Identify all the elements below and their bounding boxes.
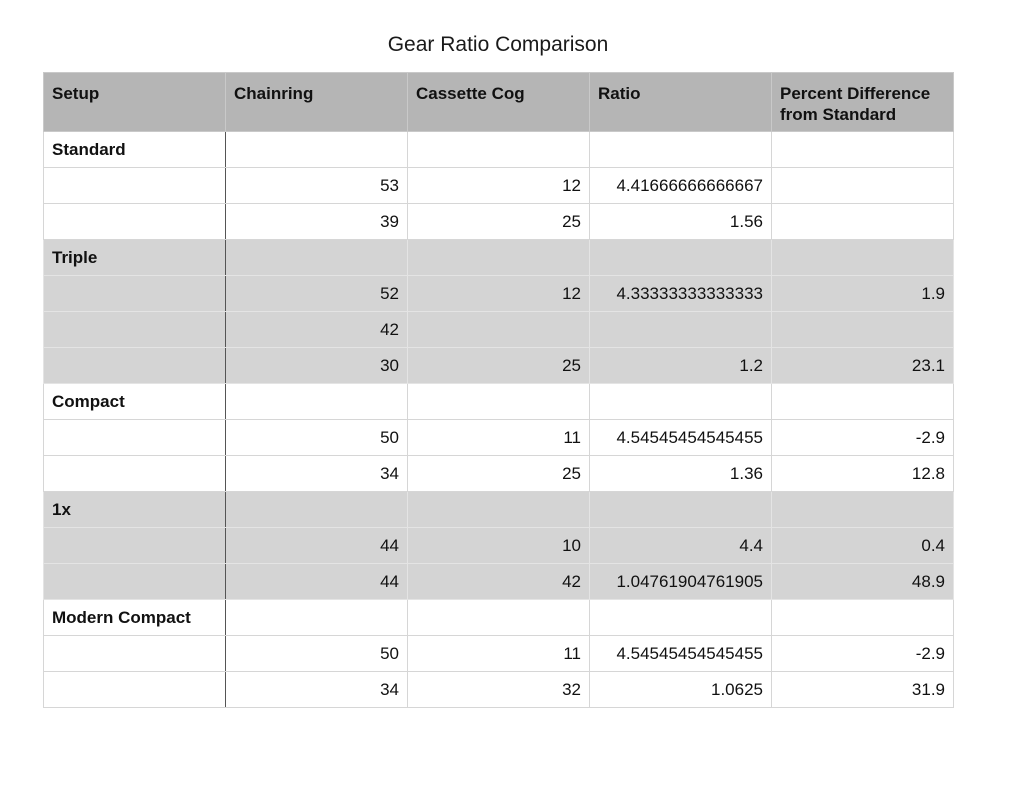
diff-cell: 23.1 (772, 348, 954, 384)
empty-cell (590, 240, 772, 276)
diff-cell: -2.9 (772, 636, 954, 672)
empty-cell (408, 492, 590, 528)
cog-cell: 25 (408, 348, 590, 384)
diff-cell: 48.9 (772, 564, 954, 600)
empty-cell (772, 600, 954, 636)
empty-cell (44, 672, 226, 708)
ratio-cell (590, 312, 772, 348)
group-row-triple (44, 240, 954, 276)
table-row (44, 672, 954, 708)
empty-cell (590, 384, 772, 420)
chainring-cell: 50 (226, 636, 408, 672)
header-setup: Setup (44, 73, 226, 132)
table-row (44, 564, 954, 600)
ratio-cell: 1.04761904761905 (590, 564, 772, 600)
cog-cell: 25 (408, 456, 590, 492)
header-ratio: Ratio (590, 73, 772, 132)
empty-cell (408, 240, 590, 276)
chainring-cell: 53 (226, 168, 408, 204)
chainring-cell: 44 (226, 564, 408, 600)
empty-cell (590, 132, 772, 168)
empty-cell (226, 132, 408, 168)
table-row (44, 348, 954, 384)
ratio-cell: 1.2 (590, 348, 772, 384)
ratio-cell: 1.56 (590, 204, 772, 240)
empty-cell (44, 420, 226, 456)
ratio-cell: 4.33333333333333 (590, 276, 772, 312)
chainring-cell: 30 (226, 348, 408, 384)
cog-cell: 25 (408, 204, 590, 240)
cog-cell: 12 (408, 168, 590, 204)
ratio-cell: 4.41666666666667 (590, 168, 772, 204)
chainring-cell: 44 (226, 528, 408, 564)
empty-cell (408, 384, 590, 420)
empty-cell (44, 168, 226, 204)
ratio-cell: 1.36 (590, 456, 772, 492)
chainring-cell: 50 (226, 420, 408, 456)
empty-cell (772, 132, 954, 168)
group-label: Compact (44, 384, 226, 420)
chainring-cell: 34 (226, 456, 408, 492)
table-row (44, 204, 954, 240)
diff-cell: 12.8 (772, 456, 954, 492)
header-row (44, 73, 954, 132)
empty-cell (226, 600, 408, 636)
empty-cell (44, 564, 226, 600)
diff-cell: -2.9 (772, 420, 954, 456)
diff-cell: 1.9 (772, 276, 954, 312)
empty-cell (44, 204, 226, 240)
group-row-compact (44, 384, 954, 420)
empty-cell (226, 384, 408, 420)
empty-cell (772, 240, 954, 276)
ratio-cell: 1.0625 (590, 672, 772, 708)
chainring-cell: 39 (226, 204, 408, 240)
empty-cell (590, 600, 772, 636)
empty-cell (772, 492, 954, 528)
table-row (44, 528, 954, 564)
empty-cell (44, 528, 226, 564)
header-percent-difference: Percent Difference from Standard (772, 73, 954, 132)
table-row (44, 636, 954, 672)
table-row (44, 168, 954, 204)
empty-cell (226, 492, 408, 528)
empty-cell (44, 456, 226, 492)
diff-cell: 0.4 (772, 528, 954, 564)
diff-cell (772, 204, 954, 240)
diff-cell (772, 168, 954, 204)
group-row-standard (44, 132, 954, 168)
empty-cell (44, 636, 226, 672)
cog-cell: 10 (408, 528, 590, 564)
group-label: Triple (44, 240, 226, 276)
gear-ratio-table (43, 72, 954, 708)
cog-cell: 32 (408, 672, 590, 708)
diff-cell: 31.9 (772, 672, 954, 708)
empty-cell (408, 132, 590, 168)
chainring-cell: 42 (226, 312, 408, 348)
cog-cell: 11 (408, 420, 590, 456)
chainring-cell: 34 (226, 672, 408, 708)
empty-cell (590, 492, 772, 528)
group-label: Standard (44, 132, 226, 168)
group-row-modern-compact (44, 600, 954, 636)
diff-cell (772, 312, 954, 348)
empty-cell (44, 312, 226, 348)
chainring-cell: 52 (226, 276, 408, 312)
cog-cell (408, 312, 590, 348)
cog-cell: 11 (408, 636, 590, 672)
header-chainring: Chainring (226, 73, 408, 132)
document-title: Gear Ratio Comparison (387, 33, 609, 56)
group-row-1x (44, 492, 954, 528)
header-cassette-cog: Cassette Cog (408, 73, 590, 132)
cog-cell: 12 (408, 276, 590, 312)
empty-cell (44, 348, 226, 384)
cog-cell: 42 (408, 564, 590, 600)
table-row (44, 312, 954, 348)
table-row (44, 276, 954, 312)
ratio-cell: 4.4 (590, 528, 772, 564)
empty-cell (44, 276, 226, 312)
empty-cell (772, 384, 954, 420)
table-row (44, 420, 954, 456)
ratio-cell: 4.54545454545455 (590, 636, 772, 672)
group-label: 1x (44, 492, 226, 528)
empty-cell (408, 600, 590, 636)
empty-cell (226, 240, 408, 276)
group-label: Modern Compact (44, 600, 226, 636)
ratio-cell: 4.54545454545455 (590, 420, 772, 456)
table-row (44, 456, 954, 492)
